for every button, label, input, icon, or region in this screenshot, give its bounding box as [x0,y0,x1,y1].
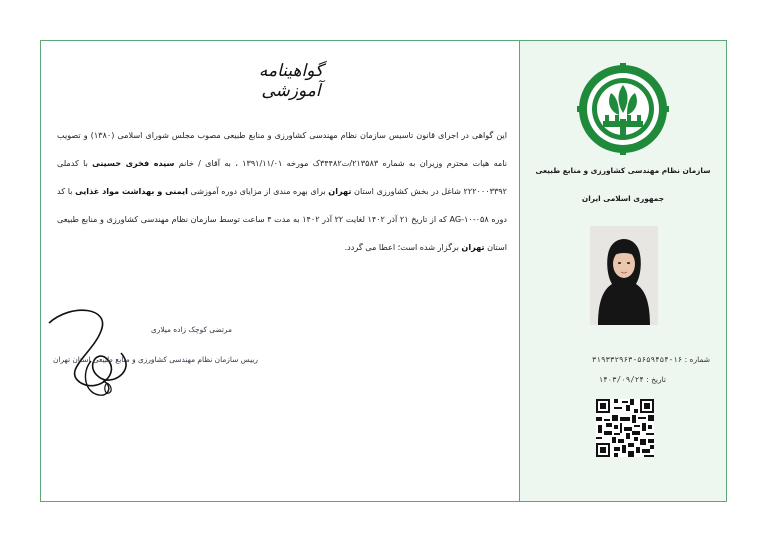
portrait-image [590,226,658,325]
course-name: ایمنی و بهداشت مواد غذایی [75,186,188,196]
side-panel [519,41,726,501]
certificate-date [530,375,666,384]
signatory-name: مرتضی کوچک زاده میلاری [151,325,232,334]
recipient-photo [590,226,658,325]
certificate-title [231,55,351,99]
body-part-1: این گواهی در اجرای قانون تاسیس سازمان نظام مهندسی کشاورزی و منابع طبیعی مصوب مجلس شورای اسلامی (۱۳۸۰) و تصویب نامه هیات محترم وزیران به شماره ۲۱۳۵۸۳/ت۳۴۴۸۲ک مورخه ۱۳۹۱/۱۱/۰۱ ، به آقای / خانم [57,130,507,168]
certificate-frame [40,40,727,502]
number-value: ۱۶-۵۶۵۹۴۵۴-۳۱۹۳۳۲۹۶۳ [591,355,683,364]
date-value: ۱۴۰۳/۰۹/۲۴ [598,375,644,384]
republic-name: جمهوری اسلامی ایران [581,194,665,203]
body-part-3: برای بهره مندی از مزایای دوره آموزشی [190,186,326,196]
body-part-5: برگزار شده است؛ اعطا می گردد. [344,242,459,252]
certificate-number [530,355,710,364]
number-label: شماره : [684,355,710,364]
qr-code-icon [596,399,654,457]
signature [41,301,151,401]
certificate-title-text: گواهینامه آموزشی [258,61,324,101]
organization-logo-icon [577,63,669,155]
province-name-2: تهران [461,242,485,252]
recipient-name: سیده فخری حسینی [92,158,175,168]
date-label: تاریخ : [646,375,666,384]
certificate-body [57,121,507,261]
body-part-4: با کد دوره AG-۱۰-۰۵۸ که از تاریخ ۲۱ آذر ۱۴۰۲ لغایت ۲۲ آذر ۱۴۰۲ به مدت ۴ ساعت توسط سازمان نظام مهندسی کشاورزی و منابع طبیعی استان [57,186,507,252]
organization-name: سازمان نظام مهندسی کشاورزی و منابع طبیعی [535,166,711,175]
body-part-2: با کدملی ۲۲۲۰۰۰۳۳۹۲ شاغل در بخش کشاورزی استان [57,158,507,196]
province-name: تهران [328,186,352,196]
signatory-title: رییس سازمان نظام مهندسی کشاورزی و منابع طبیعی استان تهران [53,355,258,364]
